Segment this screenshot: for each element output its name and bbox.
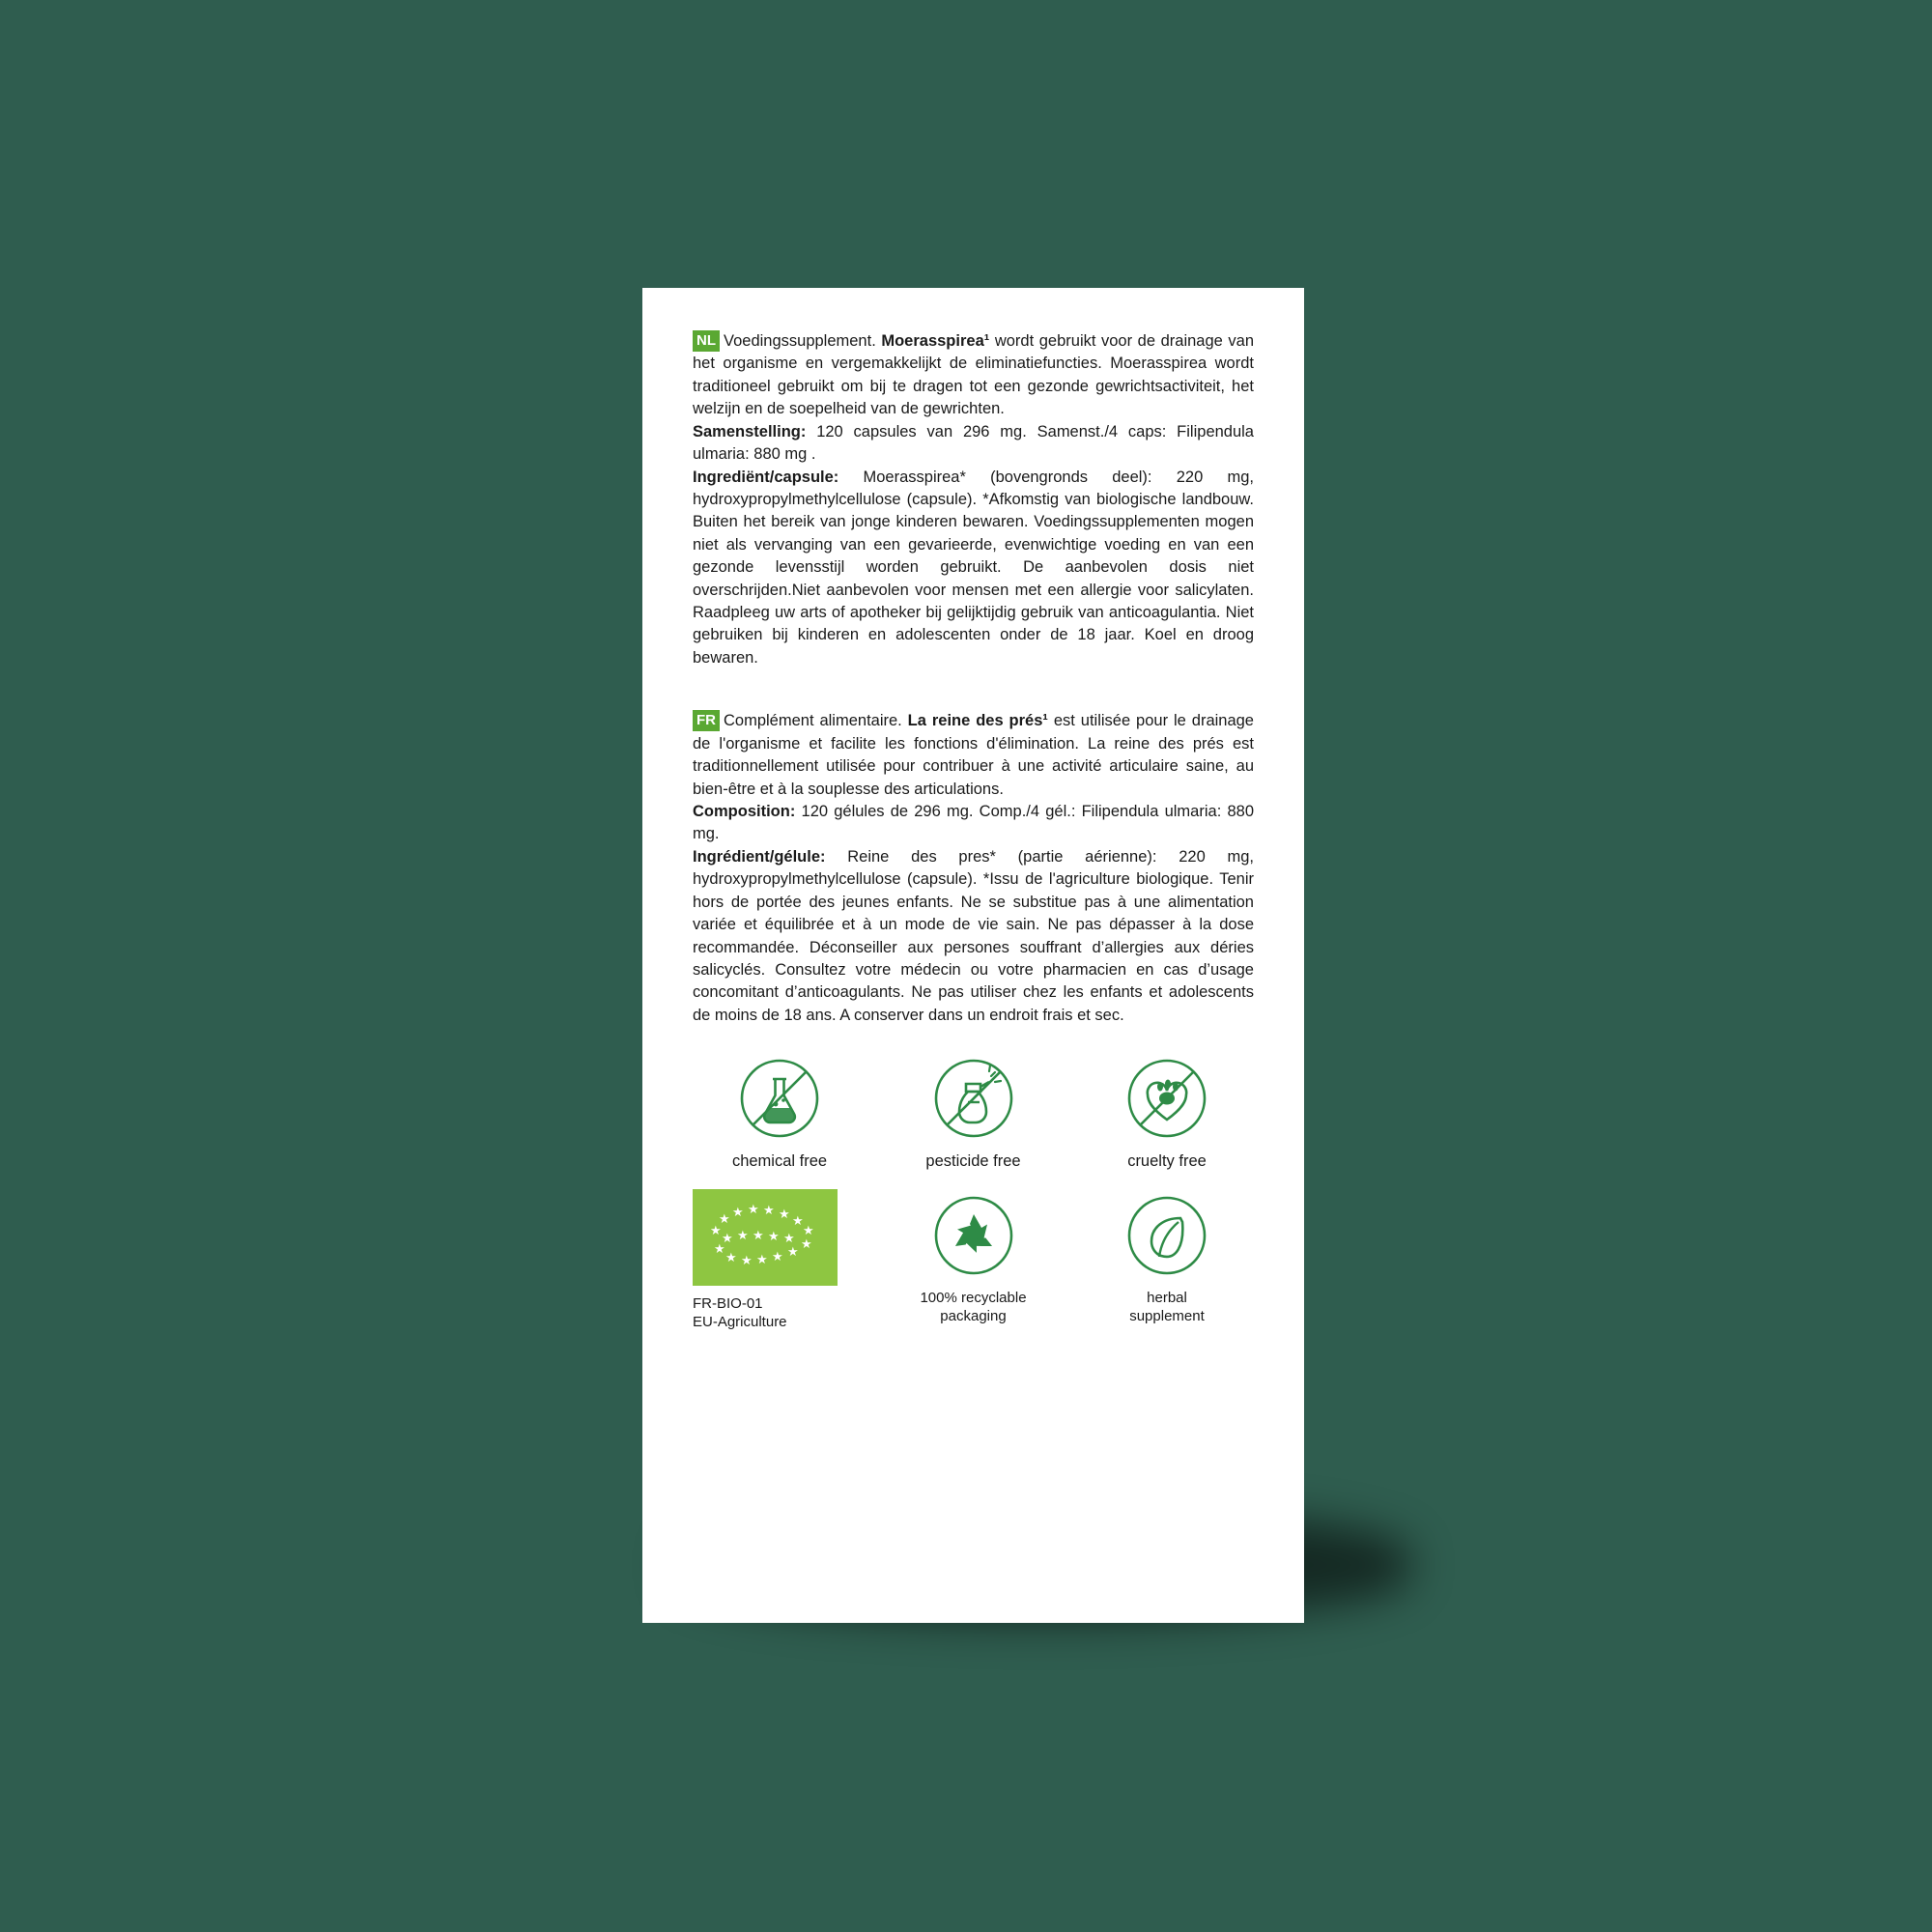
fr-composition-text: 120 gélules de 296 mg. Comp./4 gél.: Filipendula ulmaria: 880 mg. bbox=[693, 803, 1254, 843]
pesticide-free-label: pesticide free bbox=[925, 1152, 1021, 1171]
badge-pesticide-free bbox=[887, 1052, 1061, 1172]
eu-bio-code: FR-BIO-01 bbox=[693, 1295, 763, 1313]
fr-ingredient-paragraph bbox=[693, 846, 1254, 1027]
nl-intro-paragraph bbox=[693, 330, 1254, 421]
nl-language-block bbox=[693, 330, 1254, 669]
fr-intro-prefix: Complément alimentaire. bbox=[724, 712, 908, 730]
certification-badges bbox=[693, 1052, 1254, 1331]
pesticide-free-icon bbox=[927, 1052, 1020, 1145]
fr-intro-bold: La reine des prés¹ bbox=[907, 712, 1048, 730]
nl-intro-rest: wordt gebruikt voor de drainage van het organisme en vergemakkelijkt de eliminatiefuncties. Moerasspirea wordt traditioneel gebruikt om bij te dragen tot een gezonde gewrichtsactiviteit, het welzijn en de soepelheid van de gewrichten. bbox=[693, 332, 1254, 418]
badge-chemical-free bbox=[693, 1052, 867, 1172]
recyclable-label bbox=[920, 1290, 1026, 1326]
badge-recyclable-packaging bbox=[887, 1189, 1061, 1326]
eu-organic-leaf-icon: ★ ★ ★ ★ ★ ★ ★ ★ ★ ★ ★ ★ ★ ★ ★ ★ ★ ★ ★ ★ bbox=[693, 1189, 838, 1286]
supplement-box-back-panel bbox=[642, 288, 1304, 1623]
fr-language-block bbox=[693, 710, 1254, 1027]
badge-eu-organic bbox=[693, 1189, 867, 1332]
cruelty-free-label: cruelty free bbox=[1127, 1152, 1207, 1171]
recyclable-line-2: packaging bbox=[940, 1307, 1007, 1324]
eu-agriculture-label: EU-Agriculture bbox=[693, 1313, 787, 1330]
badge-row-top bbox=[693, 1052, 1254, 1172]
fr-composition-label: Composition: bbox=[693, 803, 796, 821]
nl-ingredient-text: Moerasspirea* (bovengronds deel): 220 mg, hydroxypropylmethylcellulose (capsule). *Afkomstig van biologische landbouw. Buiten het bereik van jonge kinderen bewaren. Voedingssupplementen mogen niet als vervanging van een gevarieerde, evenwichtige voeding en van een gezonde levensstijl worden gebruikt. De aanbevolen dosis niet overschrijden.Niet aanbevolen voor mensen met een allergie voor salicylaten. Raadpleeg uw arts of apotheker bij gelijktijdig gebruik van anticoagulantia. Niet gebruiken bij kinderen en adolescenten onder de 18 jaar. Koel en droog bewaren. bbox=[693, 468, 1254, 667]
herbal-line-2: supplement bbox=[1129, 1307, 1205, 1324]
chemical-free-label: chemical free bbox=[731, 1152, 828, 1171]
nl-composition-label: Samenstelling: bbox=[693, 422, 807, 440]
badge-cruelty-free bbox=[1080, 1052, 1254, 1172]
eu-organic-caption bbox=[693, 1295, 787, 1332]
badge-herbal-supplement bbox=[1080, 1189, 1254, 1326]
nl-language-tag: NL bbox=[693, 330, 720, 352]
nl-intro-prefix: Voedingssupplement. bbox=[724, 332, 882, 350]
nl-composition-text: 120 capsules van 296 mg. Samenst./4 caps: Filipendula ulmaria: 880 mg . bbox=[693, 422, 1254, 464]
badge-row-bottom bbox=[693, 1189, 1254, 1332]
herbal-line-1: herbal bbox=[1147, 1290, 1187, 1307]
fr-ingredient-text: Reine des pres* (partie aérienne): 220 mg, hydroxypropylmethylcellulose (capsule). *Issu de l'agriculture biologique. Tenir hors de portée des jeunes enfants. Ne se substitue pas à une alimentation variée et équilibrée et à un mode de vie sain. Ne pas dépasser à la dose recommandée. Déconseiller aux persones souffrant d’allergies aux déries salicyclés. Consultez votre médecin ou votre pharmacien en cas d’usage concomitant d’anticoagulants. Ne pas utiliser chez les enfants et adolescents de moins de 18 ans. A conserver dans un endroit frais et sec. bbox=[693, 847, 1254, 1024]
herbal-label bbox=[1129, 1290, 1205, 1326]
recyclable-line-1: 100% recyclable bbox=[920, 1290, 1027, 1307]
language-block-spacer bbox=[693, 677, 1254, 710]
chemical-free-icon bbox=[733, 1052, 826, 1145]
fr-intro-paragraph bbox=[693, 710, 1254, 801]
fr-language-tag: FR bbox=[693, 710, 720, 731]
fr-ingredient-label: Ingrédient/gélule: bbox=[693, 847, 826, 866]
nl-composition-paragraph bbox=[693, 421, 1254, 467]
nl-ingredient-paragraph bbox=[693, 467, 1254, 670]
recycle-icon bbox=[927, 1189, 1020, 1282]
leaf-icon bbox=[1121, 1189, 1213, 1282]
nl-intro-bold: Moerasspirea¹ bbox=[881, 332, 990, 350]
cruelty-free-icon bbox=[1121, 1052, 1213, 1145]
fr-intro-rest: est utilisée pour le drainage de l'organisme et facilite les fonctions d'élimination. La reine des prés est traditionnellement utilisée pour contribuer à une activité articulaire saine, au bien-être et à la souplesse des articulations. bbox=[693, 712, 1254, 798]
nl-ingredient-label: Ingrediënt/capsule: bbox=[693, 468, 839, 486]
fr-composition-paragraph bbox=[693, 801, 1254, 846]
